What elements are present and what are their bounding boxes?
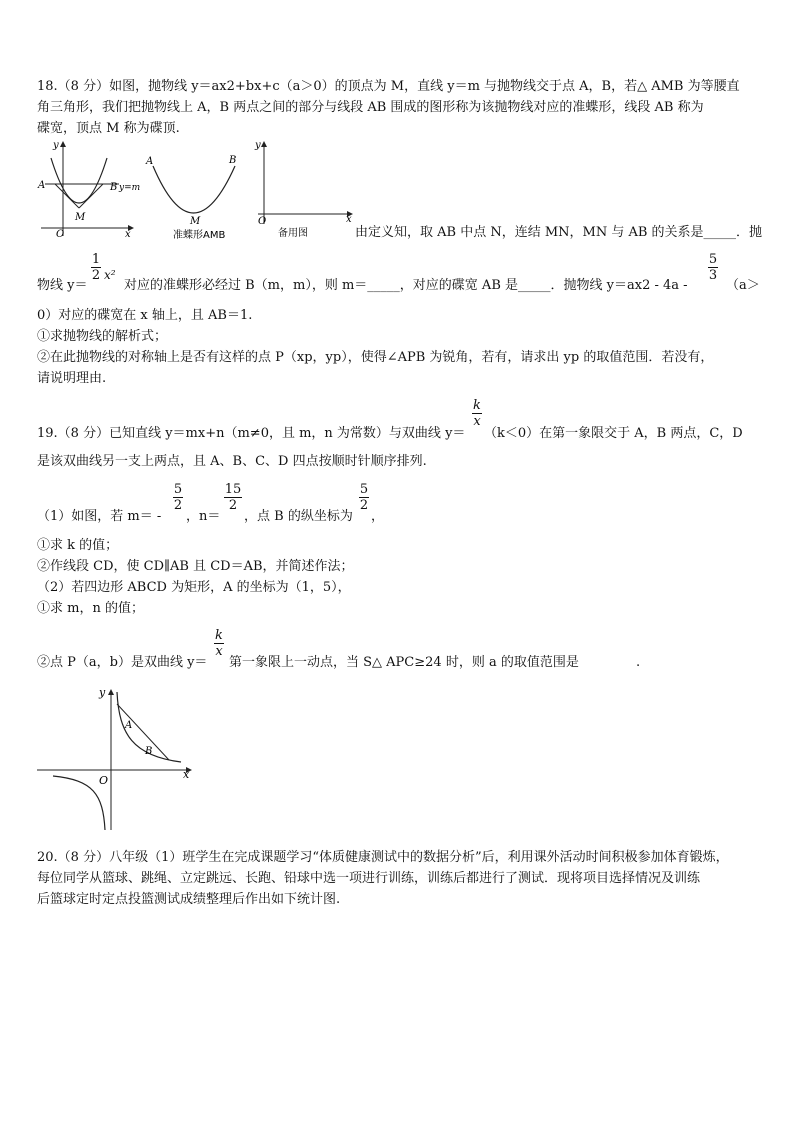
- q18-line-5b: 对应的准蝶形必经过 B（m，m），则 m＝_____，对应的碟宽 AB 是_____．抛物线 y＝ax2 - 4a -: [124, 278, 688, 293]
- fraction-numerator: 5: [173, 482, 183, 497]
- label-y: y: [53, 140, 59, 151]
- q19-line-8a: ②点 P（a，b）是双曲线 y＝: [37, 655, 208, 670]
- fraction-numerator: k: [473, 398, 481, 413]
- q19-line-5: ②作线段 CD，使 CD∥AB 且 CD＝AB，并简述作法；: [37, 559, 354, 574]
- fraction-numerator: 15: [224, 482, 242, 497]
- fraction-k-over-x-2: [214, 628, 224, 659]
- parabola-arc: [153, 166, 235, 213]
- q19-line-1a: 19.（8 分）已知直线 y＝mx+n（m≠0，且 m，n 为常数）与双曲线 y＝: [37, 426, 466, 441]
- fraction-denominator: 2: [91, 268, 101, 283]
- q18-line-9: 请说明理由.: [37, 371, 107, 386]
- label-b: B: [145, 746, 153, 757]
- fraction-numerator: 5: [359, 482, 369, 497]
- label-y: y: [99, 686, 106, 699]
- hyperbola-branch-2: [53, 776, 105, 830]
- q19-line-8c: .: [636, 655, 641, 670]
- fraction-m-value: [173, 482, 183, 513]
- fraction-numerator: 5: [708, 252, 718, 267]
- fraction-denominator: 2: [228, 498, 238, 513]
- label-a: A: [38, 180, 46, 191]
- label-m: M: [75, 212, 86, 223]
- q18-line-5a: 物线 y＝: [37, 278, 88, 293]
- fraction-denominator: 3: [708, 268, 718, 283]
- q19-line-1b: （k＜0）在第一象限交于 A，B 两点，C，D: [484, 426, 743, 441]
- segment-bm: [79, 184, 103, 208]
- label-a: A: [146, 156, 154, 167]
- q18-line-4: 由定义知，取 AB 中点 N，连结 MN，MN 与 AB 的关系是_____．抛: [355, 225, 763, 240]
- fraction-numerator: 1: [91, 252, 101, 267]
- caption-spare: 备用图: [278, 228, 308, 238]
- label-origin: O: [99, 774, 109, 787]
- q20-line-2: 每位同学从篮球、跳绳、立定跳远、长跑、铅球中选一项进行训练，训练后都进行了测试．现将项目选择情况及训练: [37, 871, 701, 886]
- label-origin: O: [56, 229, 65, 238]
- fraction-numerator: k: [215, 628, 223, 643]
- q18-line-6: 0）对应的碟宽在 x 轴上，且 AB＝1.: [37, 308, 253, 323]
- label-b: B: [229, 155, 237, 166]
- label-x: x: [346, 214, 352, 225]
- line-ab: [117, 704, 169, 760]
- fraction-five-thirds: [708, 252, 718, 283]
- fraction-denominator: 2: [359, 498, 369, 513]
- q18-line-3: 碟宽，顶点 M 称为碟顶.: [37, 121, 180, 136]
- fraction-denominator: x: [473, 414, 481, 429]
- q18-line-8: ②在此抛物线的对称轴上是否有这样的点 P（xp，yp），使得∠APB 为锐角，若有，请求出 yp 的取值范围．若没有，: [37, 350, 714, 365]
- label-b: B: [110, 182, 118, 193]
- q19-figure-hyperbola: [33, 684, 203, 834]
- label-ym: y=m: [119, 183, 141, 193]
- q18-line-1: 18.（8 分）如图，抛物线 y＝ax2+bx+c（a＞0）的顶点为 M，直线 y＝m 与抛物线交于点 A，B，若△ AMB 为等腰直: [37, 79, 740, 94]
- q19-line-8b: 第一象限上一动点，当 S△ APC≥24 时，则 a 的取值范围是: [229, 655, 579, 670]
- q19-line-3b: ，n＝: [186, 509, 221, 524]
- fraction-b-ordinate: [359, 482, 369, 513]
- fraction-denominator: x: [215, 644, 223, 659]
- q18-figure-spare: [252, 138, 358, 238]
- q19-line-6: （2）若四边形 ABCD 为矩形，A 的坐标为（1，5），: [37, 580, 351, 595]
- q20-line-3: 后篮球定时定点投篮测试成绩整理后作出如下统计图.: [37, 892, 341, 907]
- q19-line-3d: ，: [371, 509, 385, 524]
- label-x: x: [125, 229, 131, 238]
- fraction-one-half: [91, 252, 101, 283]
- label-origin: O: [258, 216, 267, 227]
- x-squared: x²: [104, 268, 116, 282]
- label-a: A: [125, 720, 133, 731]
- label-x: x: [183, 768, 190, 781]
- q18-line-5c: （a＞: [726, 278, 760, 293]
- fraction-denominator: 2: [173, 498, 183, 513]
- q18-line-2: 角三角形，我们把抛物线上 A，B 两点之间的部分与线段 AB 围成的图形称为该抛物线对应的准蝶形，线段 AB 称为: [37, 100, 704, 115]
- segment-am: [55, 184, 79, 208]
- q19-line-7: ①求 m，n 的值；: [37, 601, 144, 616]
- label-m: M: [190, 216, 201, 227]
- q20-line-1: 20.（8 分）八年级（1）班学生在完成课题学习“体质健康测试中的数据分析”后，利用课外活动时间积极参加体育锻炼，: [37, 850, 729, 865]
- caption-butterfly: 准蝶形AMB: [173, 230, 226, 241]
- q19-line-4: ①求 k 的值；: [37, 538, 119, 553]
- q18-figure-butterfly-shape: [143, 150, 243, 242]
- q19-line-3c: ，点 B 的纵坐标为: [244, 509, 353, 524]
- q19-line-2: 是该双曲线另一支上两点，且 A、B、C、D 四点按顺时针顺序排列.: [37, 454, 427, 469]
- label-y: y: [255, 140, 261, 151]
- fraction-k-over-x: [472, 398, 482, 429]
- q19-line-3a: （1）如图，若 m＝ -: [37, 509, 162, 524]
- parabola: [51, 158, 107, 203]
- fraction-n-value: [224, 482, 242, 513]
- q18-figure-parabola: [33, 138, 143, 238]
- q18-line-7: ①求抛物线的解析式；: [37, 329, 168, 344]
